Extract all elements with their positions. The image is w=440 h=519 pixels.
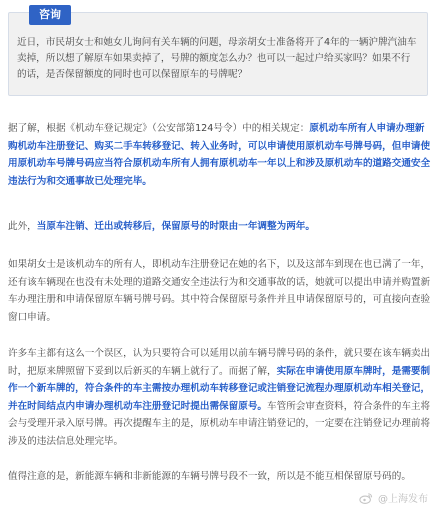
highlight-text: 实际在申请使用原车牌时，是需要制作一个新车牌的，符合条件的车主需按办理机动车转移登记或注销登记流程办理原机动车相关登记，并在时间结点内申请办理机动车注册登记时提出需保留原号。 xyxy=(8,365,431,412)
paragraph-time-limit xyxy=(8,218,434,236)
consult-question: 近日，市民胡女士和她女儿询问有关车辆的问题，母亲胡女士准备将开了4年的一辆沪牌汽油车卖掉，所以想了解原车如果卖掉了，号牌的额度怎么办？也可以一起过户给买家吗？如果不行的话，是否保留额度的同时也可以保留原车的号牌呢？ xyxy=(17,37,417,80)
paragraph-text: 此外， xyxy=(8,221,37,232)
paragraph-case xyxy=(8,256,434,326)
paragraph-text: 车管所会审查资料，符合条件的车主将会与受理开录入原号牌。再次提醒车主的是，原机动车申请注销登记的，一定要在注销登记办理前将涉及的违法信息处理完毕。 xyxy=(8,400,431,447)
consult-tag: 咨询 xyxy=(29,5,71,25)
paragraph-regulation xyxy=(8,120,434,190)
paragraph-misconception xyxy=(8,345,434,450)
weibo-icon xyxy=(359,491,373,505)
watermark xyxy=(359,490,428,505)
paragraph-text: 据了解，根据《机动车登记规定》（公安部第124号令）中的相关规定： xyxy=(8,123,310,134)
watermark-text: @上海发布 xyxy=(378,494,428,505)
paragraph-text: 许多车主都有这么一个误区，认为只要符合可以延用以前车辆号牌号码的条件，就只要在该车辆卖出时，把原来牌照留下妥到以后新买的车辆上就行了。而据了解， xyxy=(8,348,431,377)
consult-box xyxy=(8,8,428,96)
paragraph-note xyxy=(8,468,434,486)
paragraph-text: 如果胡女士是该机动车的所有人，即机动车注册登记在她的名下，以及这部车到现在也已满了一年，还有该车辆现在也没有未处理的道路交通安全违法行为和交通事故的话，她就可以提出申请并购置新车办理注册和申请保留原车辆号牌号码。其中符合保留原号条件并且申请保留原号的，可直接向查验窗口申请。 xyxy=(8,259,431,323)
highlight-text: 当原车注销、迁出或转移后，保留原号的时限由一年调整为两年。 xyxy=(36,221,315,232)
paragraph-text: 值得注意的是，新能源车辆和非新能源的车辆号牌号段不一致，所以是不能互相保留原号码的。 xyxy=(8,471,411,482)
highlight-text: 原机动车所有人申请办理新购机动车注册登记、购买二手车转移登记、转入业务时，可以申请使用原机动车号牌号码，但申请使用原机动车号牌号码应当符合原机动车所有人拥有原机动车一年以上和涉及原机动车的道路交通安全违法行为和交通事故已处理完毕。 xyxy=(8,123,431,187)
